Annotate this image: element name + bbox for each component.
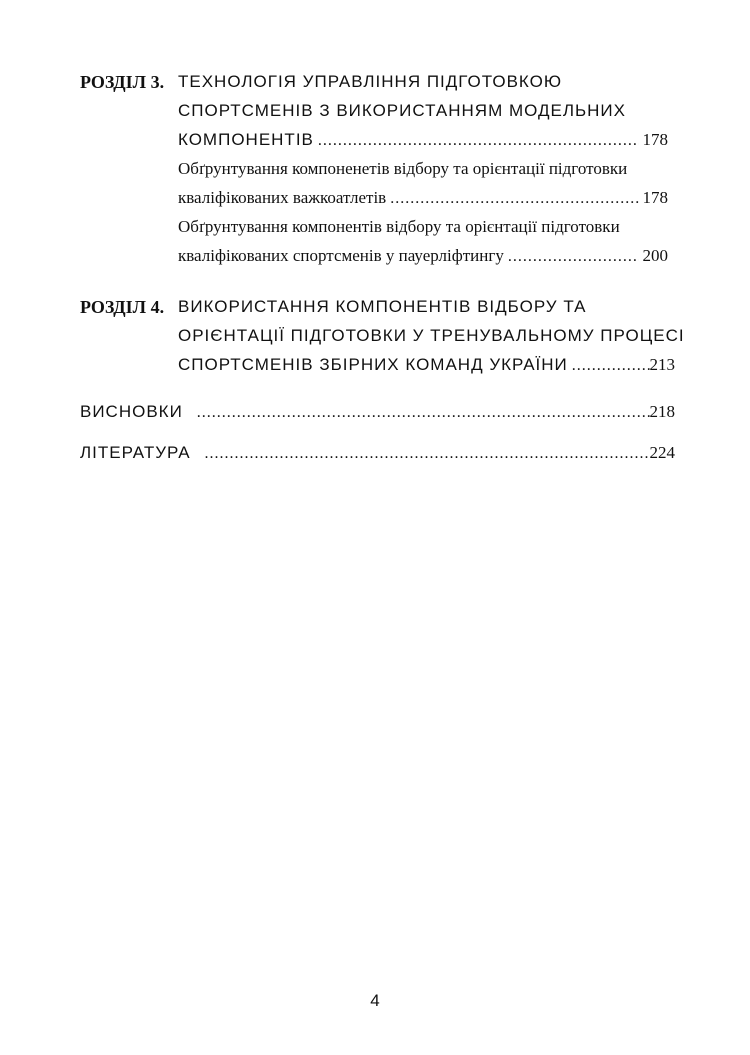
section-3-1-title-line-2 bbox=[178, 185, 668, 211]
chapter-3-label: РОЗДІЛ 3. bbox=[80, 72, 165, 92]
chapter-3-title-line-2: СПОРТСМЕНІВ З ВИКОРИСТАННЯМ МОДЕЛЬНИХ bbox=[178, 101, 626, 120]
literature-entry bbox=[80, 440, 675, 466]
section-3-2-page-number: 200 bbox=[642, 246, 668, 265]
page-number: 4 bbox=[370, 991, 380, 1010]
section-3-1-title-text: кваліфікованих важкоатлетів bbox=[178, 188, 387, 207]
chapter-3-title-text: КОМПОНЕНТІВ bbox=[178, 130, 314, 149]
leader-dots bbox=[390, 186, 638, 212]
leader-dots bbox=[572, 353, 650, 379]
literature-page-number: 224 bbox=[649, 443, 675, 462]
conclusions-entry bbox=[80, 399, 675, 425]
chapter-4-label: РОЗДІЛ 4. bbox=[80, 297, 165, 317]
chapter-3-title-line-1: ТЕХНОЛОГІЯ УПРАВЛІННЯ ПІДГОТОВКОЮ bbox=[178, 72, 563, 91]
chapter-3-title-line-3 bbox=[178, 127, 668, 153]
chapter-4-page-number: 213 bbox=[649, 355, 675, 374]
leader-dots bbox=[318, 128, 639, 154]
section-3-2-title-line-1: Обґрунтування компонентів відбору та орієнтації підготовки bbox=[178, 217, 620, 236]
leader-dots bbox=[205, 441, 650, 467]
chapter-4-title-text: СПОРТСМЕНІВ ЗБІРНИХ КОМАНД УКРАЇНИ bbox=[178, 355, 568, 374]
conclusions-label: ВИСНОВКИ bbox=[80, 402, 183, 421]
section-3-1-page-number: 178 bbox=[642, 188, 668, 207]
section-3-1-title-line-1: Обґрунтування компоненетів відбору та орієнтації підготовки bbox=[178, 159, 628, 178]
conclusions-page-number: 218 bbox=[649, 402, 675, 421]
literature-label: ЛІТЕРАТУРА bbox=[80, 443, 191, 462]
leader-dots bbox=[197, 400, 650, 426]
chapter-4-title-line-1: ВИКОРИСТАННЯ КОМПОНЕНТІВ ВІДБОРУ ТА bbox=[178, 297, 587, 316]
leader-dots bbox=[508, 244, 639, 270]
chapter-4-title-line-2: ОРІЄНТАЦІЇ ПІДГОТОВКИ У ТРЕНУВАЛЬНОМУ ПРОЦЕСІ bbox=[178, 326, 685, 345]
chapter-3-page-number: 178 bbox=[642, 130, 668, 149]
chapter-4-title-line-3 bbox=[178, 352, 675, 378]
section-3-2-title-line-2 bbox=[178, 243, 668, 269]
section-3-2-title-text: кваліфікованих спортсменів у пауерліфтингу bbox=[178, 246, 504, 265]
